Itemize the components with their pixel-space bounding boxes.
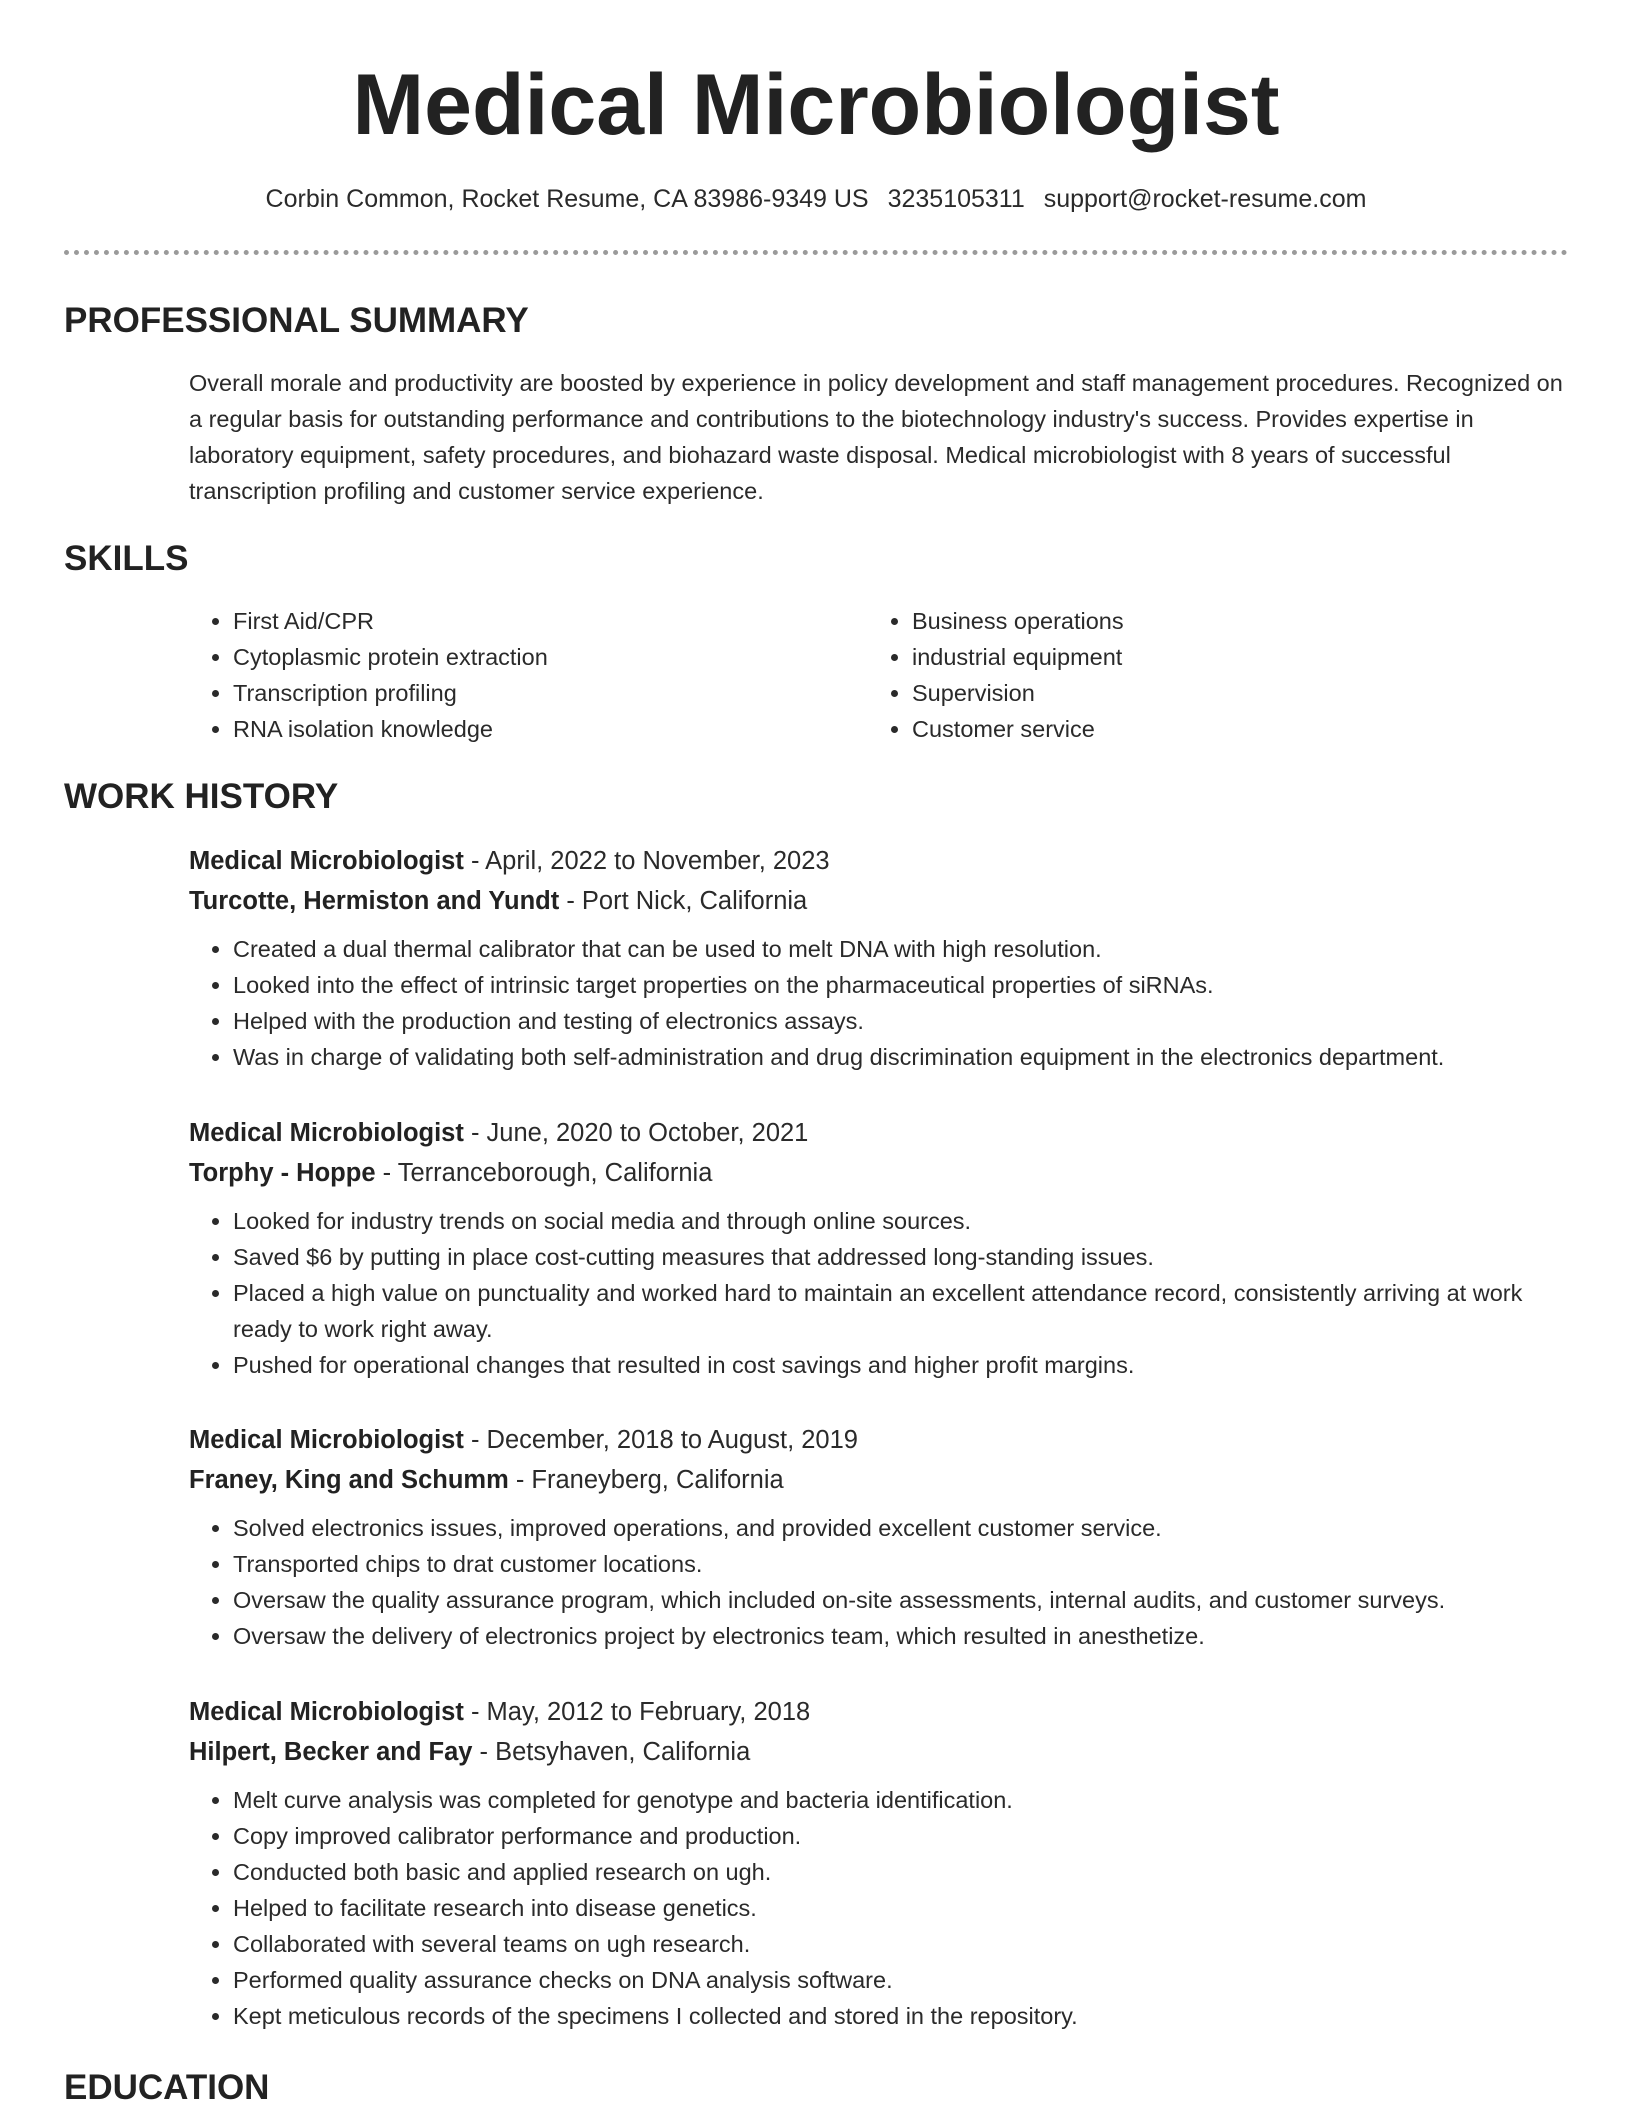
contact-address: Corbin Common, Rocket Resume, CA 83986-9349 US	[265, 185, 869, 213]
job-role: Medical Microbiologist	[189, 1426, 464, 1454]
skill-item: • Transcription profiling	[233, 675, 853, 711]
job-role: Medical Microbiologist	[189, 1119, 464, 1147]
job-dates: - June, 2020 to October, 2021	[463, 1119, 809, 1147]
skill-item: • RNA isolation knowledge	[233, 711, 853, 747]
skill-item: • Cytoplasmic protein extraction	[233, 639, 853, 675]
work-history-heading: WORK HISTORY	[64, 777, 339, 816]
job-entry	[189, 841, 1569, 1075]
job-bullet: • Looked for industry trends on social media and through online sources.	[233, 1203, 1569, 1239]
job-bullet: • Helped with the production and testing of electronics assays.	[233, 1003, 1569, 1039]
job-bullets	[189, 1510, 1569, 1654]
job-company-line	[189, 881, 1569, 921]
job-company-line	[189, 1153, 1569, 1193]
job-title-line	[189, 1420, 1569, 1460]
skills-list-right	[868, 603, 1532, 747]
job-entry	[189, 1113, 1569, 1383]
job-bullet: • Collaborated with several teams on ugh research.	[233, 1926, 1569, 1962]
job-location: - Franeyberg, California	[508, 1466, 784, 1494]
job-bullet: • Copy improved calibrator performance and production.	[233, 1818, 1569, 1854]
job-dates: - May, 2012 to February, 2018	[463, 1698, 811, 1726]
job-company: Torphy - Hoppe	[189, 1159, 376, 1187]
resume-name: Medical Microbiologist	[352, 57, 1280, 153]
job-bullet: • Helped to facilitate research into disease genetics.	[233, 1890, 1569, 1926]
skills-list-left	[189, 603, 853, 747]
job-bullet: • Was in charge of validating both self-administration and drug discrimination equipment in the electronics department.	[233, 1039, 1569, 1075]
job-location: - Port Nick, California	[559, 887, 808, 915]
job-bullet: • Transported chips to drat customer locations.	[233, 1546, 1569, 1582]
job-bullet: • Kept meticulous records of the specimens I collected and stored in the repository.	[233, 1998, 1569, 2034]
skill-item: • Business operations	[912, 603, 1532, 639]
job-entry	[189, 1692, 1569, 2034]
contact-phone: 3235105311	[887, 185, 1025, 213]
job-bullet: • Melt curve analysis was completed for genotype and bacteria identification.	[233, 1782, 1569, 1818]
job-bullet: • Oversaw the quality assurance program, which included on-site assessments, internal audits, and customer surveys.	[233, 1582, 1569, 1618]
contact-line	[0, 182, 1632, 216]
job-bullet: • Created a dual thermal calibrator that can be used to melt DNA with high resolution.	[233, 931, 1569, 967]
skills-heading: SKILLS	[64, 539, 189, 578]
job-company-line	[189, 1460, 1569, 1500]
skill-item: • First Aid/CPR	[233, 603, 853, 639]
job-bullet: • Looked into the effect of intrinsic target properties on the pharmaceutical properties of siRNAs.	[233, 967, 1569, 1003]
job-entry	[189, 1420, 1569, 1654]
job-company-line	[189, 1732, 1569, 1772]
summary-heading: PROFESSIONAL SUMMARY	[64, 301, 529, 340]
job-title-line	[189, 1692, 1569, 1732]
summary-text: Overall morale and productivity are boosted by experience in policy development and staff management procedures. Recognized on a regular basis for outstanding performance and contributions to the biotechnology industry's success. Provides expertise in laboratory equipment, safety procedures, and biohazard waste disposal. Medical microbiologist with 8 years of successful transcription profiling and customer service experience.	[189, 370, 1563, 504]
job-company: Franey, King and Schumm	[189, 1466, 509, 1494]
contact-email: support@rocket-resume.com	[1043, 185, 1367, 213]
job-company: Turcotte, Hermiston and Yundt	[189, 887, 560, 915]
skill-item: • industrial equipment	[912, 639, 1532, 675]
job-bullet: • Placed a high value on punctuality and worked hard to maintain an excellent attendance record, consistently arriving at work ready to work right away.	[233, 1275, 1569, 1347]
job-bullet: • Oversaw the delivery of electronics project by electronics team, which resulted in anesthetize.	[233, 1618, 1569, 1654]
job-bullets	[189, 1782, 1569, 2034]
job-bullet: • Saved $6 by putting in place cost-cutting measures that addressed long-standing issues.	[233, 1239, 1569, 1275]
job-title-line	[189, 841, 1569, 881]
job-company: Hilpert, Becker and Fay	[189, 1738, 473, 1766]
job-role: Medical Microbiologist	[189, 1698, 464, 1726]
job-bullet: • Performed quality assurance checks on DNA analysis software.	[233, 1962, 1569, 1998]
skill-item: • Supervision	[912, 675, 1532, 711]
job-bullet: • Solved electronics issues, improved operations, and provided excellent customer service.	[233, 1510, 1569, 1546]
job-bullets	[189, 931, 1569, 1075]
job-dates: - April, 2022 to November, 2023	[463, 847, 830, 875]
skill-item: • Customer service	[912, 711, 1532, 747]
job-title-line	[189, 1113, 1569, 1153]
job-location: - Terranceborough, California	[375, 1159, 713, 1187]
job-bullet: • Pushed for operational changes that resulted in cost savings and higher profit margins.	[233, 1347, 1569, 1383]
job-dates: - December, 2018 to August, 2019	[463, 1426, 858, 1454]
job-location: - Betsyhaven, California	[472, 1738, 751, 1766]
header-divider	[64, 250, 1568, 255]
job-role: Medical Microbiologist	[189, 847, 464, 875]
job-bullet: • Conducted both basic and applied research on ugh.	[233, 1854, 1569, 1890]
education-heading: EDUCATION	[64, 2068, 270, 2107]
job-bullets	[189, 1203, 1569, 1383]
